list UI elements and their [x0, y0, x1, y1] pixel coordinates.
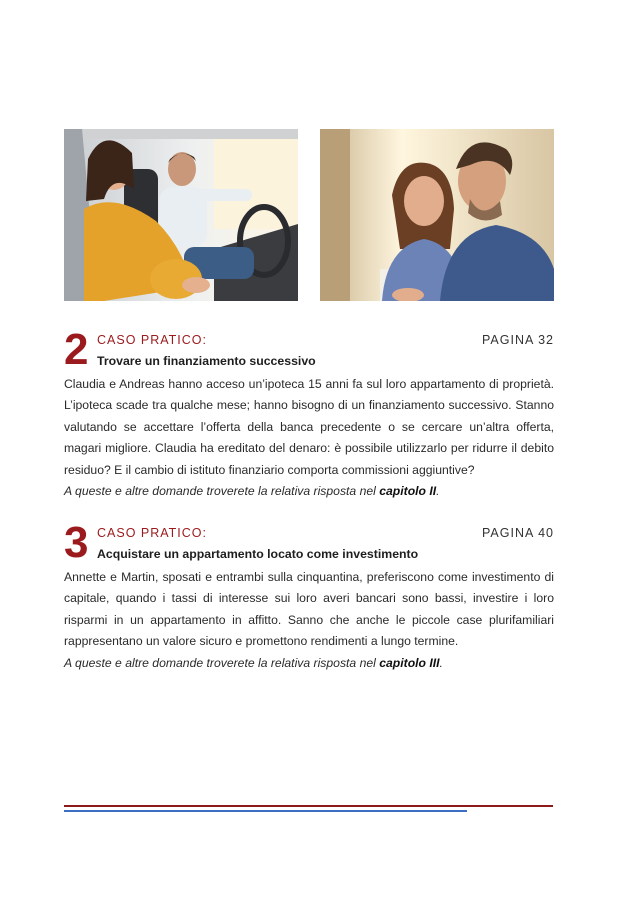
photo-couple-in-car	[64, 129, 298, 301]
case-note-end: .	[436, 484, 440, 499]
case-note-text: A queste e altre domande troverete la relativa risposta nel	[64, 655, 380, 670]
footer-rule-blue	[64, 810, 467, 812]
case-header	[64, 518, 554, 567]
case-body: Annette e Martin, sposati e entrambi sulla cinquantina, preferiscono come investimento di capitale, quando i tassi di interesse sui loro averi bancari sono bassi, investire i loro risparmi in un appartamento in affitto. Sanno che anche le piccole case plurifamiliari rappresentano un valore sicuro e promettono rendimenti a lungo termine.	[64, 570, 554, 649]
case-page-reference: PAGINA 40	[482, 526, 554, 540]
case-note-chapter: capitolo II	[379, 484, 437, 499]
case-note-end: .	[439, 655, 443, 670]
footer-rule-red	[64, 805, 553, 807]
case-study-3	[64, 518, 554, 674]
case-label: CASO PRATICO:	[97, 333, 208, 347]
case-note-text: A queste e altre domande troverete la relativa risposta nel	[64, 484, 380, 499]
case-header	[64, 325, 554, 374]
case-note	[64, 653, 554, 674]
case-page-reference: PAGINA 32	[482, 333, 554, 347]
case-number: 3	[64, 518, 89, 567]
case-study-2	[64, 325, 554, 502]
case-number: 2	[64, 325, 89, 374]
case-note	[64, 481, 554, 502]
photo-couple-in-car-icon	[64, 129, 298, 301]
case-title: Acquistare un appartamento locato come investimento	[97, 547, 419, 561]
case-title: Trovare un finanziamento successivo	[97, 354, 316, 368]
case-note-chapter: capitolo III	[379, 655, 440, 670]
case-label: CASO PRATICO:	[97, 526, 208, 540]
case-body: Claudia e Andreas hanno acceso un’ipoteca 15 anni fa sul loro appartamento di proprietà. L’ipoteca scade tra qualche mese; hanno bisogno di un finanziamento successivo. Stanno valutando se accettare l’offerta della banca precedente o se cercare un’altra offerta, magari migliore. Claudia ha ereditato del denaro: è possibile utilizzarlo per ridurre il debito residuo? E il cambio di istituto finanziario comporta commissioni aggiuntive?	[64, 377, 554, 477]
photo-couple-smiling-at-home	[320, 129, 554, 301]
photo-couple-smiling-at-home-icon	[320, 129, 554, 301]
